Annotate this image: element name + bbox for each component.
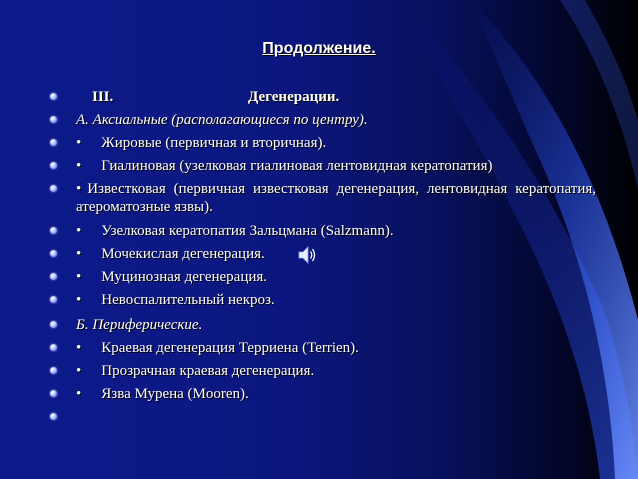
dot-marker: • [76, 386, 82, 402]
item-text: Язва Мурена (Mooren). [101, 386, 249, 402]
bullet-icon [50, 413, 57, 420]
dot-marker: • [76, 181, 82, 197]
subsection-peripheral: Б. Периферические. [76, 317, 203, 333]
item-text: Узелковая кератопатия Зальцмана (Salzmann). [101, 223, 394, 239]
dot-marker: • [76, 246, 82, 262]
section-heading: Дегенерации. [248, 89, 340, 105]
bullet-icon [50, 250, 57, 257]
item-text: Гиалиновая (узелковая гиалиновая лентовидная кератопатия) [101, 158, 493, 174]
section-number: III. [92, 89, 114, 105]
item-text: Прозрачная краевая дегенерация. [101, 363, 315, 379]
dot-marker: • [76, 158, 82, 174]
item-text: Известковая (первичная известковая дегенерация, лентовидная кератопатия, атероматозные язвы). [76, 181, 596, 215]
item-text: Муцинозная дегенерация. [101, 269, 268, 285]
dot-marker: • [76, 223, 82, 239]
bullet-icon [50, 273, 57, 280]
dot-marker: • [76, 340, 82, 356]
bullet-icon [50, 367, 57, 374]
bullet-icon [50, 139, 57, 146]
dot-marker: • [76, 292, 82, 308]
slide-title: Продолжение. [262, 40, 376, 57]
bullet-icon [50, 390, 57, 397]
bullet-icon [50, 344, 57, 351]
bullet-icon [50, 227, 57, 234]
bullet-icon [50, 185, 57, 192]
bullet-icon [50, 162, 57, 169]
bullet-icon [50, 296, 57, 303]
dot-marker: • [76, 269, 82, 285]
subsection-axial: А. Аксиальные (располагающиеся по центру). [76, 112, 368, 128]
item-text: Невоспалительный некроз. [101, 292, 275, 308]
bullet-icon [50, 116, 57, 123]
dot-marker: • [76, 135, 82, 151]
bullet-icon [50, 321, 57, 328]
dot-marker: • [76, 363, 82, 379]
item-text: Мочекислая дегенерация. [101, 246, 265, 262]
item-text: Жировые (первичная и вторичная). [101, 135, 327, 151]
speaker-icon[interactable] [296, 244, 318, 266]
item-text: Краевая дегенерация Терриена (Terrien). [101, 340, 359, 356]
bullet-icon [50, 93, 57, 100]
